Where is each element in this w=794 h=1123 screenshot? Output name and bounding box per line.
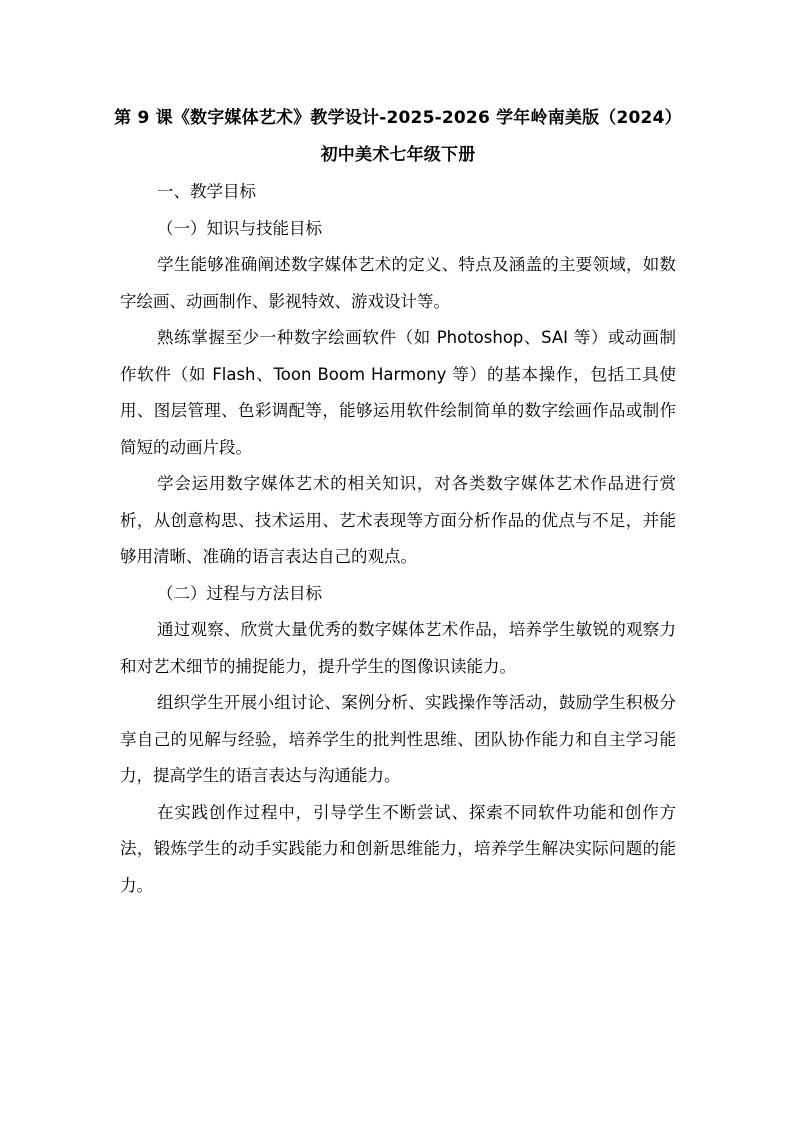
document-title-line2: 初中美术七年级下册 (320, 145, 476, 165)
subsection-heading-knowledge-skills: （一）知识与技能目标 (157, 218, 322, 238)
paragraph: 学会运用数字媒体艺术的相关知识，对各类数字媒体艺术作品进行赏析，从创意构思、技术运用、艺术表现等方面分析作品的优点与不足，并能够用清晰、准确的语言表达自己的观点。 (120, 474, 676, 566)
paragraph: 熟练掌握至少一种数字绘画软件（如 Photoshop、SAI 等）或动画制作软件（如 Flash、Toon Boom Harmony 等）的基本操作，包括工具使用、图层管理、色彩调配等，能够运用软件绘制简单的数字绘画作品或制作简短的动画片段。 (120, 328, 676, 457)
section-heading-teaching-goals: 一、教学目标 (157, 182, 256, 201)
paragraph: 学生能够准确阐述数字媒体艺术的定义、特点及涵盖的主要领域，如数字绘画、动画制作、影视特效、游戏设计等。 (120, 255, 676, 311)
document-body (114, 100, 682, 904)
subsection-heading-process-methods: （二）过程与方法目标 (157, 583, 322, 603)
paragraph: 在实践创作过程中，引导学生不断尝试、探索不同软件功能和创作方法，锻炼学生的动手实践能力和创新思维能力，培养学生解决实际问题的能力。 (120, 802, 676, 895)
paragraph: 组织学生开展小组讨论、案例分析、实践操作等活动，鼓励学生积极分享自己的见解与经验，培养学生的批判性思维、团队协作能力和自主学习能力，提高学生的语言表达与沟通能力。 (120, 693, 676, 785)
document-title-line1: 第 9 课《数字媒体艺术》教学设计-2025-2026 学年岭南美版（2024） (114, 108, 682, 128)
paragraph: 通过观察、欣赏大量优秀的数字媒体艺术作品，培养学生敏锐的观察力和对艺术细节的捕捉能力，提升学生的图像识读能力。 (120, 620, 676, 676)
